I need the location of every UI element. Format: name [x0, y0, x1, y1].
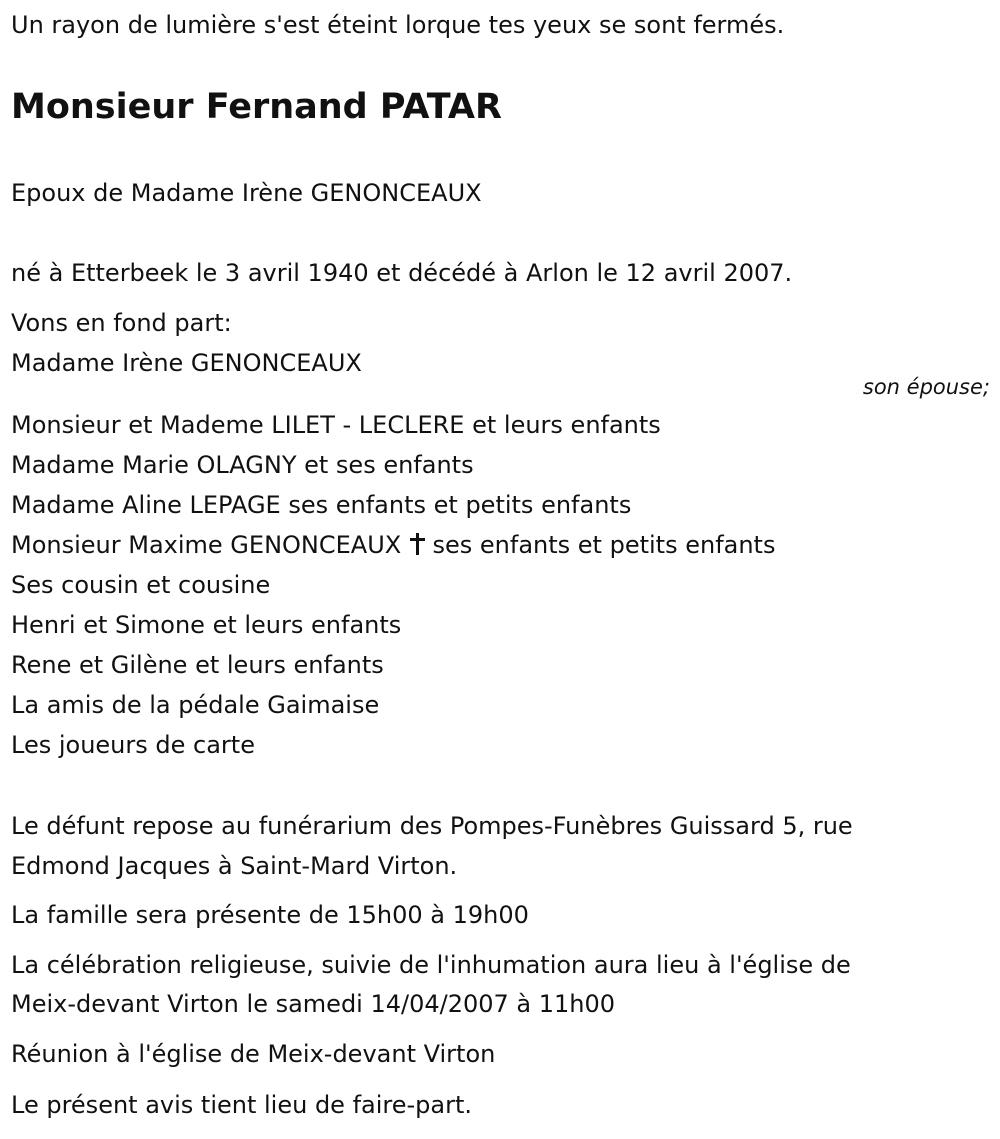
mourner-line: La amis de la pédale Gaimaise: [11, 691, 380, 719]
spouse-line: Epoux de Madame Irène GENONCEAUX: [11, 179, 482, 207]
announcement-intro: Vons en fond part:: [11, 309, 232, 337]
mourner-line: Rene et Gilène et leurs enfants: [11, 651, 384, 679]
meeting-line: Réunion à l'église de Meix-devant Virton: [11, 1040, 496, 1068]
celebration-line-2: Meix-devant Virton le samedi 14/04/2007 à 11h00: [11, 990, 616, 1018]
deceased-name: Monsieur Fernand PATAR: [11, 87, 502, 127]
closing-line: Le présent avis tient lieu de faire-part.: [11, 1091, 473, 1119]
celebration-line-1: La célébration religieuse, suivie de l'inhumation aura lieu à l'église de: [11, 951, 851, 979]
mourner-line: Ses cousin et cousine: [11, 571, 271, 599]
mourner-line-maxime: [11, 530, 775, 560]
mourner-rest: ses enfants et petits enfants: [432, 531, 776, 559]
mourner-name: Monsieur Maxime GENONCEAUX: [11, 531, 402, 559]
mourner-line: Madame Marie OLAGNY et ses enfants: [11, 451, 474, 479]
mourner-line: Henri et Simone et leurs enfants: [11, 611, 402, 639]
repose-line-2: Edmond Jacques à Saint-Mard Virton.: [11, 852, 458, 880]
spouse-role: son épouse;: [862, 375, 990, 399]
spouse-mourner: Madame Irène GENONCEAUX: [11, 349, 362, 377]
mourner-line: Monsieur et Mademe LILET - LECLERE et leurs enfants: [11, 411, 661, 439]
mourner-line: Les joueurs de carte: [11, 731, 255, 759]
epigraph: Un rayon de lumière s'est éteint lorque tes yeux se sont fermés.: [11, 11, 785, 39]
mourner-line: Madame Aline LEPAGE ses enfants et petits enfants: [11, 491, 632, 519]
birth-death-line: né à Etterbeek le 3 avril 1940 et décédé à Arlon le 12 avril 2007.: [11, 259, 793, 287]
repose-line-1: Le défunt repose au funérarium des Pompes-Funèbres Guissard 5, rue: [11, 812, 853, 840]
cross-icon: [410, 532, 424, 556]
family-presence: La famille sera présente de 15h00 à 19h00: [11, 901, 529, 929]
